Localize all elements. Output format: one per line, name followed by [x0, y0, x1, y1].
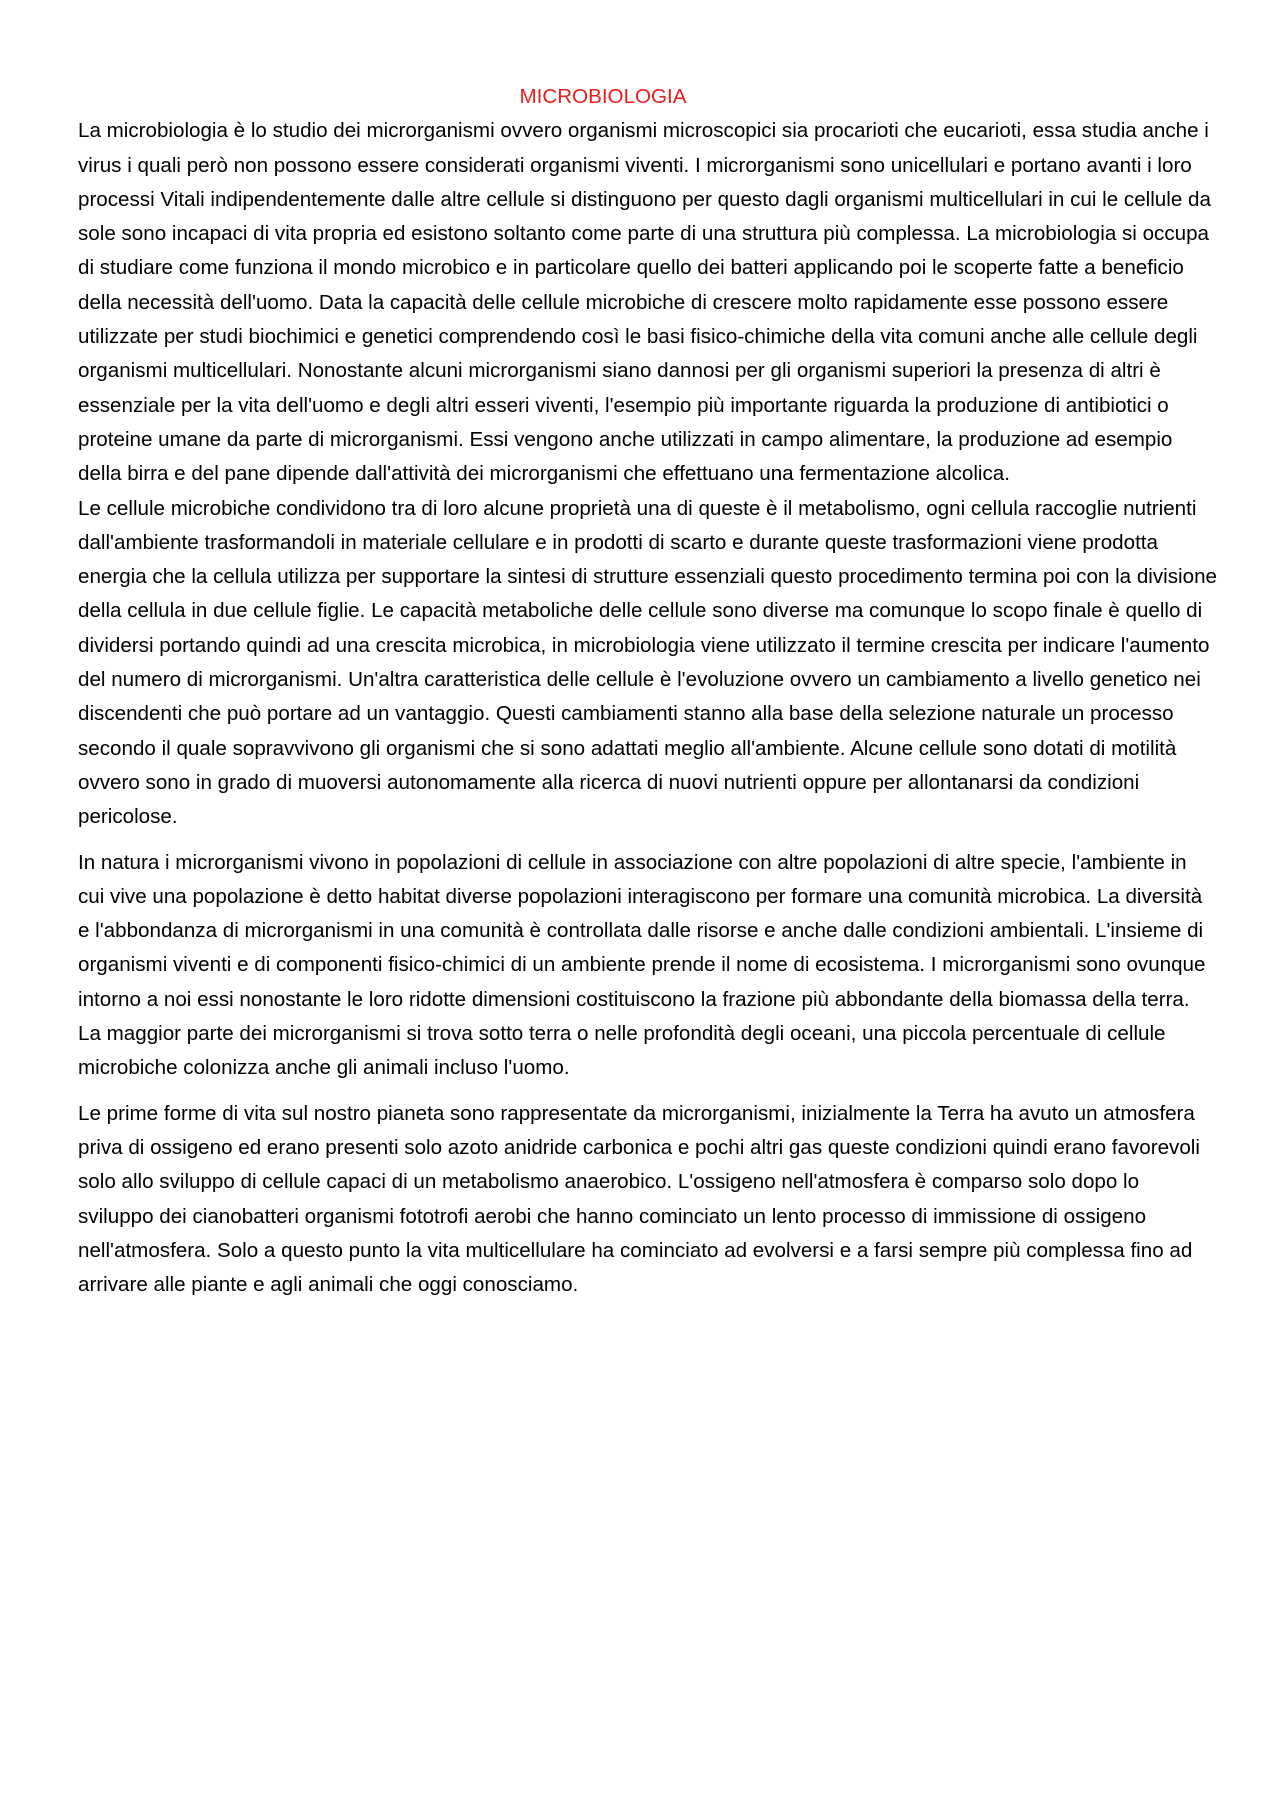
paragraph-introduction: La microbiologia è lo studio dei microrganismi ovvero organismi microscopici sia procarioti che eucarioti, essa studia anche i virus i quali però non possono essere considerati organismi viventi. I microrganismi sono unicellulari e portano avanti i loro processi Vitali indipendentemente dalle altre cellule si distinguono per questo dagli organismi multicellulari in cui le cellule da sole sono incapaci di vita propria ed esistono soltanto come parte di una struttura più complessa. La microbiologia si occupa di studiare come funziona il mondo microbico e in particolare quello dei batteri applicando poi le scoperte fatte a beneficio della necessità dell'uomo. Data la capacità delle cellule microbiche di crescere molto rapidamente esse possono essere utilizzate per studi biochimici e genetici comprendendo così le basi fisico-chimiche della vita comuni anche alle cellule degli organismi multicellulari. Nonostante alcuni microrganismi siano dannosi per gli organismi superiori la presenza di altri è essenziale per la vita dell'uomo e degli altri esseri viventi, l'esempio più importante riguarda la produzione di antibiotici o proteine umane da parte di microrganismi. Essi vengono anche utilizzati in campo alimentare, la produzione ad esempio della birra e del pane dipende dall'attività dei microrganismi che effettuano una fermentazione alcolica. — [78, 119, 1211, 486]
document-title: MICROBIOLOGIA — [519, 85, 687, 108]
paragraph-cell-properties: Le cellule microbiche condividono tra di loro alcune proprietà una di queste è il metabolismo, ogni cellula raccoglie nutrienti dall'ambiente trasformandoli in materiale cellulare e in prodotti di scarto e durante queste trasformazioni viene prodotta energia che la cellula utilizza per supportare la sintesi di strutture essenziali questo procedimento termina poi con la divisione della cellula in due cellule figlie. Le capacità metaboliche delle cellule sono diverse ma comunque lo scopo finale è quello di dividersi portando quindi ad una crescita microbica, in microbiologia viene utilizzato il termine crescita per indicare l'aumento del numero di microrganismi. Un'altra caratteristica delle cellule è l'evoluzione ovvero un cambiamento a livello genetico nei discendenti che può portare ad un vantaggio. Questi cambiamenti stanno alla base della selezione naturale un processo secondo il quale sopravvivono gli organismi che si sono adattati meglio all'ambiente. Alcune cellule sono dotati di motilità ovvero sono in grado di muoversi autonomamente alla ricerca di nuovi nutrienti oppure per allontanarsi da condizioni pericolose. — [78, 496, 1217, 829]
document-page — [78, 80, 1218, 1302]
paragraph-origin-of-life: Le prime forme di vita sul nostro pianeta sono rappresentate da microrganismi, inizialmente la Terra ha avuto un atmosfera priva di ossigeno ed erano presenti solo azoto anidride carbonica e pochi altri gas queste condizioni quindi erano favorevoli solo allo sviluppo di cellule capaci di un metabolismo anaerobico. L'ossigeno nell'atmosfera è comparso solo dopo lo sviluppo dei cianobatteri organismi fototrofi aerobi che hanno cominciato un lento processo di immissione di ossigeno nell'atmosfera. Solo a questo punto la vita multicellulare ha cominciato ad evolversi e a farsi sempre più complessa fino ad arrivare alle piante e agli animali che oggi conosciamo. — [78, 1101, 1200, 1297]
paragraph-microbial-communities: In natura i microrganismi vivono in popolazioni di cellule in associazione con altre popolazioni di altre specie, l'ambiente in cui vive una popolazione è detto habitat diverse popolazioni interagiscono per formare una comunità microbica. La diversità e l'abbondanza di microrganismi in una comunità è controllata dalle risorse e anche dalle condizioni ambientali. L'insieme di organismi viventi e di componenti fisico-chimici di un ambiente prende il nome di ecosistema. I microrganismi sono ovunque intorno a noi essi nonostante le loro ridotte dimensioni costituiscono la frazione più abbondante della biomassa della terra. La maggior parte dei microrganismi si trova sotto terra o nelle profondità degli oceani, una piccola percentuale di cellule microbiche colonizza anche gli animali incluso l'uomo. — [78, 850, 1206, 1080]
